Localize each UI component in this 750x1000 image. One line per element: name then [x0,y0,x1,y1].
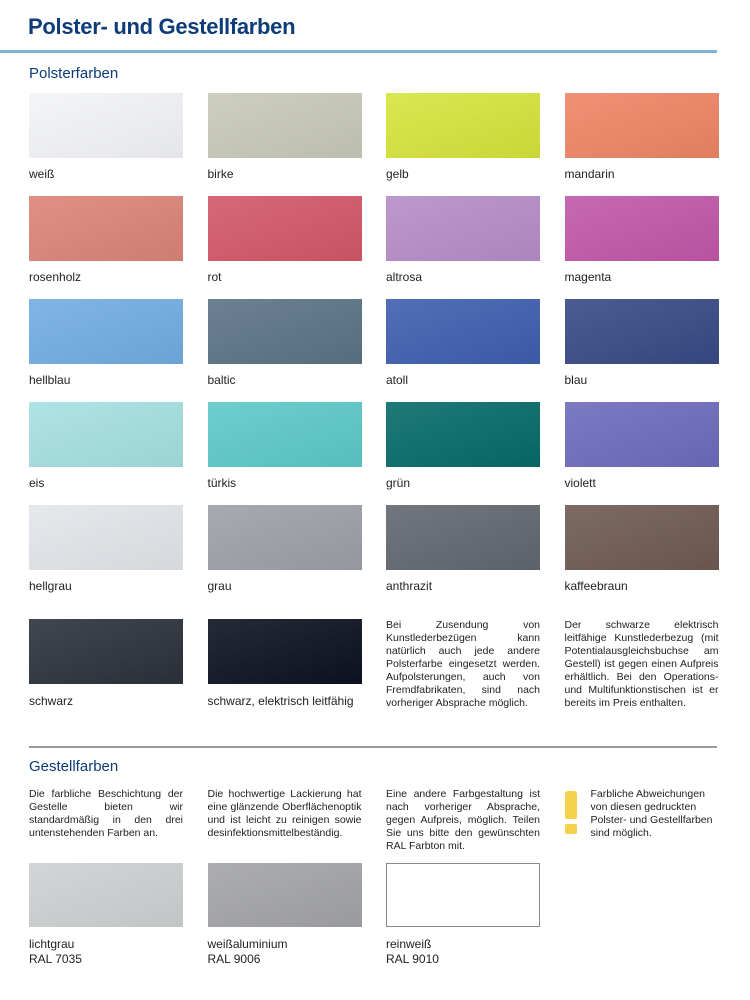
gestell-heading: Gestellfarben [29,758,119,775]
gestell-text: Farbliche Abweichungen von diesen gedruckten Polster- und Gestellfarben sind möglich. [590,788,713,839]
color-swatch [565,505,719,570]
color-deviation-note [565,788,719,853]
swatch-label: weiß [29,167,55,181]
swatch-item [565,505,719,608]
swatch-item [208,505,362,608]
color-swatch [208,619,362,684]
swatch-label: rosenholz [29,270,82,284]
swatch-label: grau [207,579,232,593]
swatch-item [208,619,362,710]
swatch-item [386,196,540,299]
color-swatch [208,402,362,467]
color-swatch [208,196,362,261]
swatch-item [208,93,362,196]
frame-color-swatch [29,863,183,927]
color-swatch [386,93,540,158]
gestell-text: Eine andere Farbgestaltung ist nach vorheriger Absprache, gegen Aufpreis, möglich. Teilen Sie uns bitte den gewünschten RAL Farbton mit. [386,788,540,852]
frame-color-name: lichtgrau [29,937,75,951]
frame-swatch-label [29,937,183,967]
swatch-label: grün [386,476,411,490]
color-swatch [386,299,540,364]
frame-swatch-item [386,863,540,967]
frame-swatch-label [208,937,362,967]
swatch-label: hellblau [29,373,71,387]
swatch-label: türkis [207,476,237,490]
color-swatch [565,402,719,467]
color-swatch [29,299,183,364]
swatch-item [208,402,362,505]
color-swatch [565,93,719,158]
note-custom-fabric: Bei Zusendung von Kunstlederbezügen kann natürlich auch jede andere Polsterfarbe eingesetzt werden. Aufpolsterungen, auch von Fremdfabrikaten, sind nach vorheriger Absprache möglich. [386,619,540,709]
swatch-item [386,505,540,608]
exclamation-dot [565,824,577,834]
swatch-label: blau [564,373,588,387]
gestell-text: Die farbliche Beschichtung der Gestelle bieten wir standardmäßig in den drei untenstehenden Farben an. [29,788,183,839]
frame-swatch-item [208,863,362,967]
color-swatch [208,93,362,158]
frame-color-name: reinweiß [386,937,432,951]
swatch-label: atoll [386,373,409,387]
color-swatch [29,196,183,261]
color-swatch [29,505,183,570]
color-swatch [565,299,719,364]
frame-color-ral: RAL 9006 [207,952,261,966]
frame-color-ral: RAL 9010 [386,952,439,966]
color-swatch [208,505,362,570]
gestell-text-row [29,788,719,853]
swatch-label: magenta [564,270,612,284]
swatch-label: hellgrau [29,579,72,593]
swatch-item [29,619,183,710]
note-conductive-cover: Der schwarze elektrisch leitfähige Kunstlederbezug (mit Potentialausgleichsbuchse am Gestell) ist gegen einen Aufpreis erhältlich. Bei den Operations- und Multifunktionstischen ist er bereits im Preis enthalten. [564,619,719,709]
frame-swatch-label [386,937,540,967]
color-swatch [29,402,183,467]
color-swatch [208,299,362,364]
color-swatch [386,196,540,261]
swatch-item [208,299,362,402]
swatch-label: anthrazit [386,579,433,593]
swatch-item [29,93,183,196]
swatch-item [208,196,362,299]
swatch-item [29,299,183,402]
title-rule [0,50,717,53]
gestell-swatch-row [29,863,719,967]
color-swatch [565,196,719,261]
swatch-label: kaffeebraun [564,579,628,593]
frame-color-ral: RAL 7035 [29,952,82,966]
swatch-label: schwarz [29,694,74,708]
swatch-item [386,93,540,196]
swatch-item [565,299,719,402]
exclamation-bar [565,791,577,819]
polster-swatch-grid [29,93,719,608]
swatch-item [29,402,183,505]
swatch-item [386,299,540,402]
swatch-label: eis [29,476,45,490]
swatch-item [29,505,183,608]
swatch-label: birke [207,167,234,181]
color-swatch [386,505,540,570]
swatch-label: mandarin [564,167,615,181]
swatch-label: altrosa [386,270,423,284]
page-title: Polster- und Gestellfarben [28,14,296,39]
color-swatch [29,619,183,684]
swatch-label: schwarz, elektrisch leitfähig [207,694,354,708]
frame-color-swatch [386,863,540,927]
frame-swatch-item [29,863,183,967]
swatch-label: gelb [386,167,409,181]
swatch-label: violett [564,476,596,490]
swatch-item [565,402,719,505]
color-swatch [386,402,540,467]
polster-last-row [29,619,719,710]
swatch-label: baltic [207,373,236,387]
gestell-text: Die hochwertige Lackierung hat eine glänzende Oberflächenoptik und ist leicht zu reinigen sowie desinfektionsmittelbeständig. [207,788,362,839]
polster-heading: Polsterfarben [29,65,119,82]
swatch-label: rot [207,270,222,284]
swatch-item [565,93,719,196]
frame-color-name: weißaluminium [207,937,288,951]
section-divider [29,746,717,748]
exclamation-icon [565,791,577,837]
frame-color-swatch [208,863,362,927]
swatch-item [386,402,540,505]
swatch-item [29,196,183,299]
color-swatch [29,93,183,158]
swatch-item [565,196,719,299]
